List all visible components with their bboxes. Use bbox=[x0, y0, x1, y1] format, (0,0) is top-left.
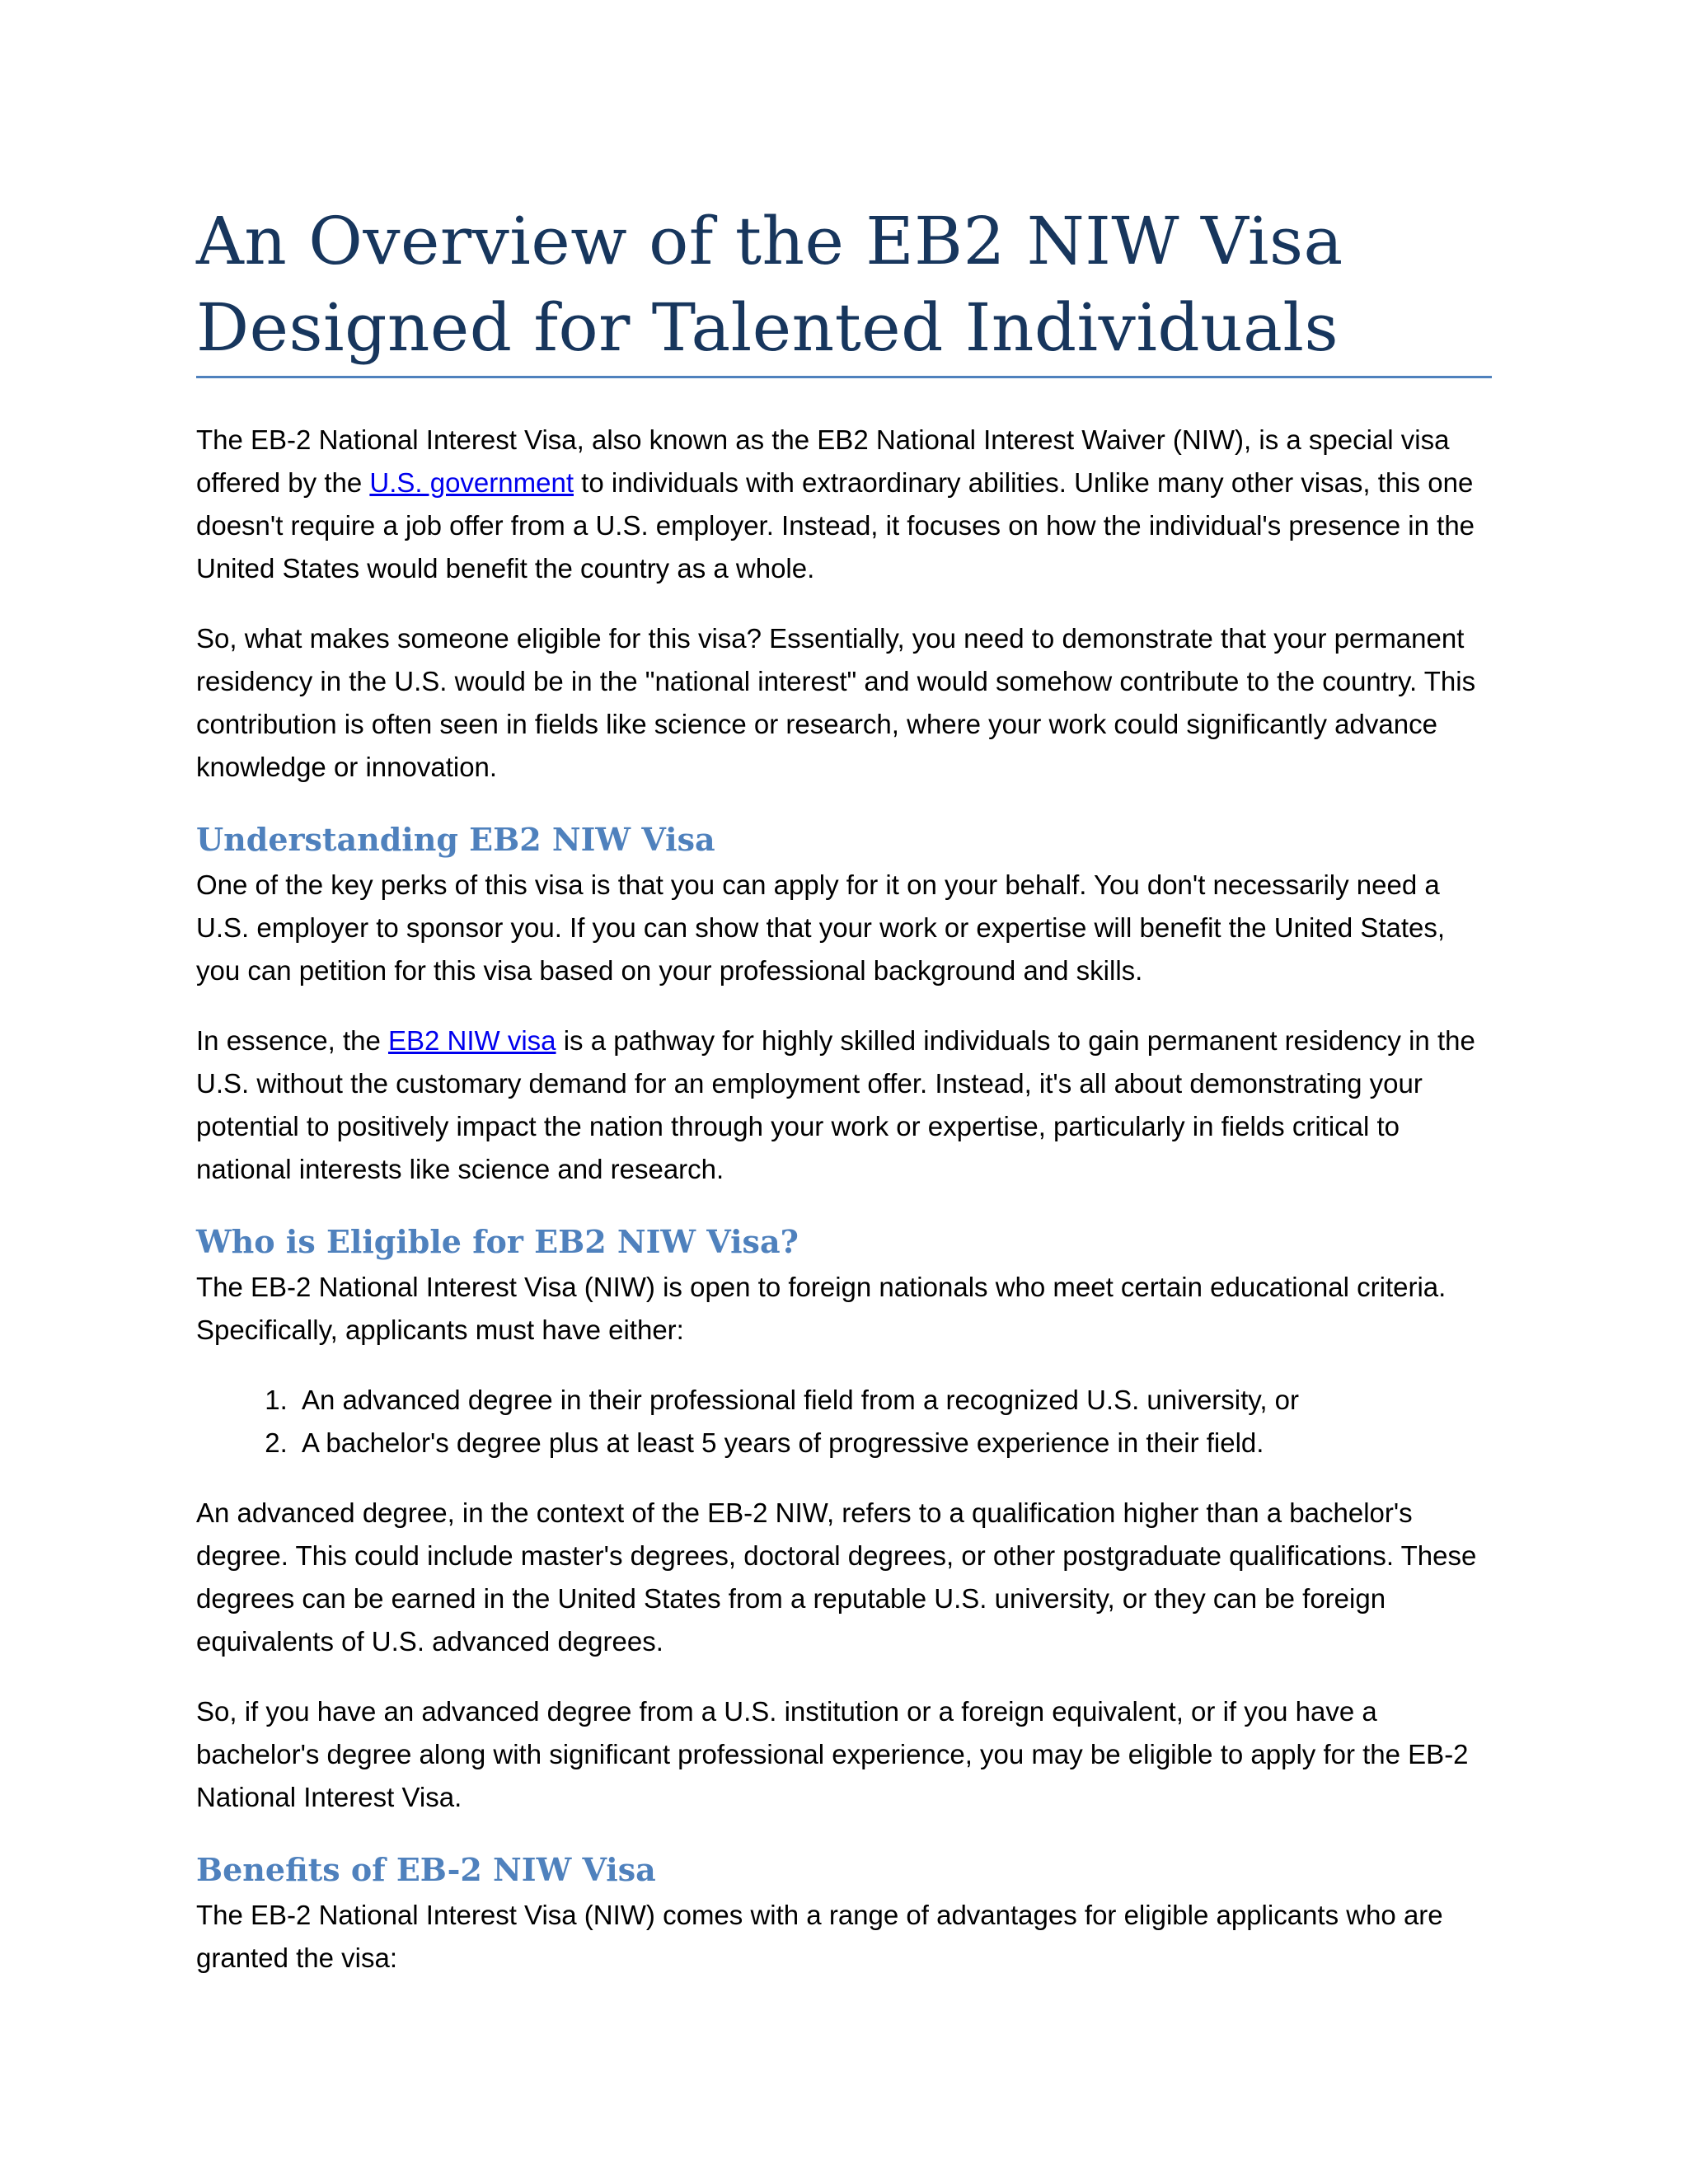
eligibility-criteria-list bbox=[196, 1379, 1492, 1465]
document-body bbox=[196, 419, 1492, 2007]
list-item: 2. A bachelor's degree plus at least 5 years of progressive experience in their field. bbox=[295, 1422, 1492, 1465]
list-item: 1. An advanced degree in their professional field from a recognized U.S. university, or bbox=[295, 1379, 1492, 1422]
title-underline-rule bbox=[196, 376, 1492, 378]
section-heading-eligible: Who is Eligible for EB2 NIW Visa? bbox=[196, 1223, 799, 1260]
intro-paragraph bbox=[196, 419, 1492, 590]
essence-text-start: In essence, the bbox=[196, 1025, 388, 1056]
eligibility-intro-paragraph: So, what makes someone eligible for this visa? Essentially, you need to demonstrate that your permanent residency in the U.S. would be in the "national interest" and would somehow contribute to the country. This contribution is often seen in fields like science or research, where your work could significantly advance knowledge or innovation. bbox=[196, 623, 1476, 782]
eb2-niw-visa-link[interactable]: EB2 NIW visa bbox=[387, 1025, 556, 1056]
eligibility-paragraph: The EB-2 National Interest Visa (NIW) is open to foreign nationals who meet certain educational criteria. Specifically, applicants must have either: bbox=[196, 1272, 1447, 1345]
document-page bbox=[196, 0, 1492, 2184]
essence-text-end: is a pathway for highly skilled individuals to gain permanent residency in the U.S. without the customary demand for an employment offer. Instead, it's all about demonstrating your potential to positively impact the nation through your work or expertise, particularly in fields critical to national interests like science and research. bbox=[196, 1025, 1475, 1184]
eligibility-summary-paragraph: So, if you have an advanced degree from a U.S. institution or a foreign equivalent, or if you have a bachelor's degree along with significant professional experience, you may be eligible to apply for the EB-2 National Interest Visa. bbox=[196, 1696, 1469, 1812]
us-government-link[interactable]: U.S. government bbox=[369, 467, 574, 498]
benefits-intro-paragraph: The EB-2 National Interest Visa (NIW) comes with a range of advantages for eligible applicants who are granted the visa: bbox=[196, 1900, 1443, 1973]
essence-paragraph bbox=[196, 1019, 1492, 1191]
title-line-2: Designed for Talented Individuals bbox=[196, 289, 1339, 366]
title-line-1: An Overview of the EB2 NIW Visa bbox=[196, 203, 1343, 279]
document-title bbox=[196, 198, 1492, 371]
intro-text-end: to individuals with extraordinary abilities. Unlike many other visas, this one doesn't require a job offer from a U.S. employer. Instead, it focuses on how the individual's presence in the United States would benefit the country as a whole. bbox=[196, 467, 1475, 583]
section-heading-benefits: Benefits of EB-2 NIW Visa bbox=[196, 1851, 656, 1888]
section-heading-understanding: Understanding EB2 NIW Visa bbox=[196, 821, 715, 858]
understanding-paragraph: One of the key perks of this visa is that you can apply for it on your behalf. You don't necessarily need a U.S. employer to sponsor you. If you can show that your work or expertise will benefit the United States, you can petition for this visa based on your professional background and skills. bbox=[196, 869, 1446, 986]
advanced-degree-paragraph: An advanced degree, in the context of the EB-2 NIW, refers to a qualification higher than a bachelor's degree. This could include master's degrees, doctoral degrees, or other postgraduate qualifications. These degrees can be earned in the United States from a reputable U.S. university, or they can be foreign equivalents of U.S. advanced degrees. bbox=[196, 1497, 1477, 1657]
intro-text-start: The EB-2 National Interest Visa, also known as the EB2 National Interest Waiver (NIW), is a special visa offered by the bbox=[196, 424, 1450, 498]
